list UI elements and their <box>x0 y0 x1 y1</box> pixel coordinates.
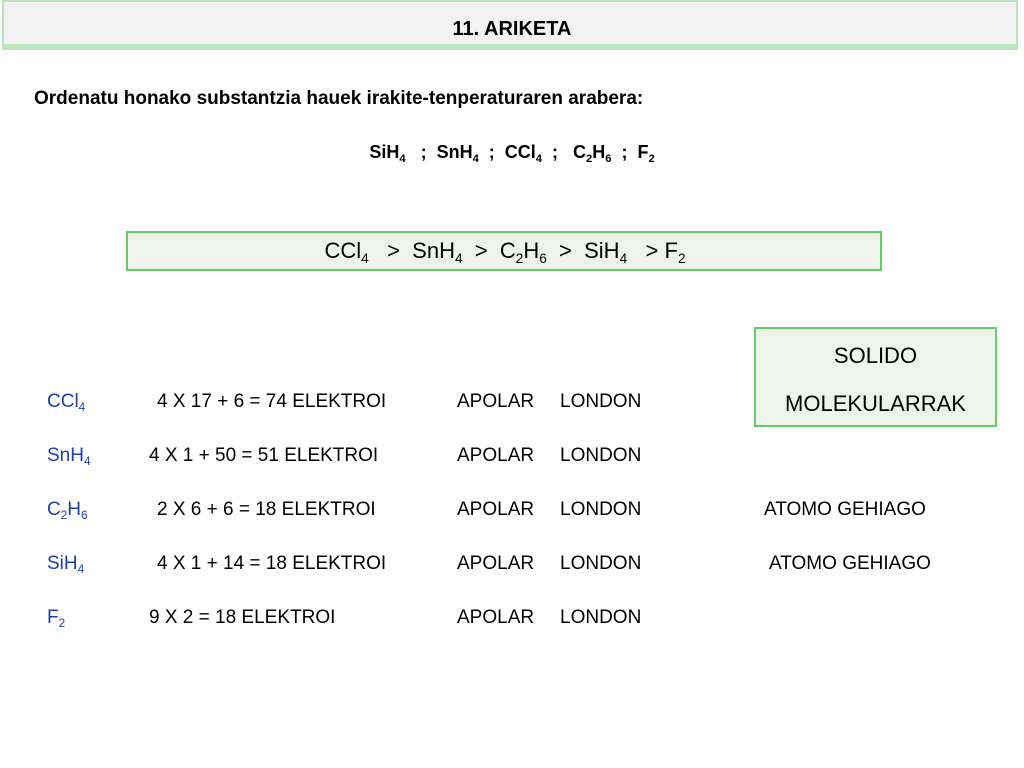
formula-sih4: SiH$_4$ <box>369 142 406 165</box>
slide-title: 11. ARIKETA <box>452 18 572 40</box>
row-calc: 9 X 2 = 18 ELEKTROI <box>149 607 336 628</box>
row-name-f2: $F_2$ <box>47 607 66 631</box>
row-force: LONDON <box>560 391 642 412</box>
substance-list: SiH$_4$ ; SnH$_4$ ; CCl$_4$ ; $C_2H_6$ ; $F_2$ <box>369 142 655 165</box>
formula-f2: $F_2$ <box>637 142 655 165</box>
row-polarity: APOLAR <box>457 553 535 574</box>
gt-sign: > <box>387 238 400 263</box>
answer-sih4: SiH$_4$ <box>584 238 628 266</box>
row-calc: 2 X 6 + 6 = 18 ELEKTROI <box>157 499 376 520</box>
row-polarity: APOLAR <box>457 445 535 466</box>
row-name-ccl4: CCl$_4$ <box>47 391 86 415</box>
formula-snh4: SnH$_4$ <box>436 142 479 165</box>
row-calc: 4 X 1 + 50 = 51 ELEKTROI <box>149 445 379 466</box>
row-force: LONDON <box>560 499 642 520</box>
answer-snh4: SnH$_4$ <box>412 238 463 266</box>
gt-sign: > <box>645 238 659 263</box>
row-force: LONDON <box>560 553 642 574</box>
solido-label: SOLIDO <box>833 343 918 368</box>
answer-f2: $F_2$ <box>664 238 686 266</box>
row-name-c2h6: $C_2H_6$ <box>47 499 88 523</box>
row-note: ATOMO GEHIAGO <box>769 553 931 574</box>
instruction-text: Ordenatu honako substantzia hauek irakite-tenperaturaren arabera: <box>34 88 644 109</box>
answer-c2h6: $C_2H_6$ <box>499 238 547 266</box>
row-name-sih4: SiH$_4$ <box>47 553 85 577</box>
row-polarity: APOLAR <box>457 607 535 628</box>
row-polarity: APOLAR <box>457 499 535 520</box>
row-note: ATOMO GEHIAGO <box>764 499 926 520</box>
row-calc: 4 X 17 + 6 = 74 ELEKTROI <box>157 391 387 412</box>
formula-c2h6: $C_2H_6$ <box>573 142 612 165</box>
answer-ccl4: CCl$_4$ <box>324 238 369 266</box>
row-force: LONDON <box>560 445 642 466</box>
gt-sign: > <box>559 238 572 263</box>
row-polarity: APOLAR <box>457 391 535 412</box>
row-name-snh4: SnH$_4$ <box>47 445 91 469</box>
answer-order <box>0 238 1010 264</box>
formula-ccl4: CCl$_4$ <box>504 142 542 165</box>
molekularrak-label: MOLEKULARRAK <box>785 391 966 416</box>
gt-sign: > <box>474 238 488 263</box>
row-calc: 4 X 1 + 14 = 18 ELEKTROI <box>157 553 387 574</box>
row-force: LONDON <box>560 607 642 628</box>
